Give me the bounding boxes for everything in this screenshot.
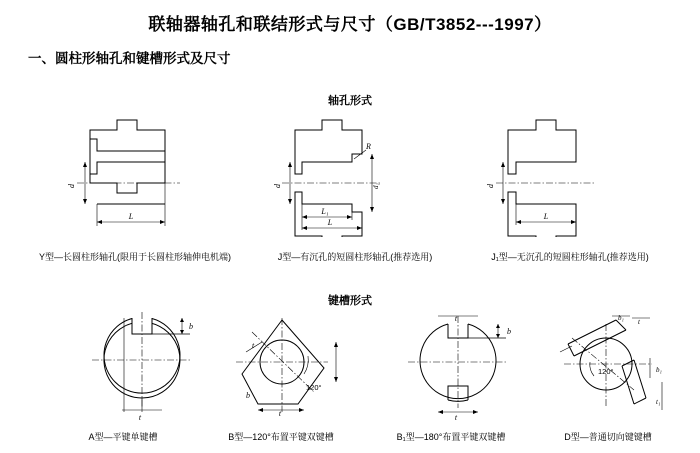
- dim-b-b: b: [246, 391, 250, 400]
- dim-d1-j: d₁: [372, 183, 380, 189]
- dim-t2-d: t₁: [656, 398, 661, 406]
- dim-R-j: R: [366, 142, 371, 151]
- dim-d-j1: d: [486, 184, 495, 188]
- dim-L-j: L: [327, 218, 333, 227]
- section-heading: 一、圆柱形轴孔和键槽形式及尺寸: [28, 51, 231, 66]
- dim-t1-b: t: [252, 341, 255, 350]
- figure-j-type: [262, 112, 447, 237]
- figure-b-type: [212, 312, 372, 422]
- caption-j-type: J型—有沉孔的短圆柱形轴孔(推荐选用): [277, 252, 433, 262]
- dim-t-b: t: [278, 409, 282, 418]
- dim-d-j: d: [273, 184, 282, 188]
- dim-b1-d: b₁: [618, 314, 624, 322]
- dim-L-y: L: [128, 212, 134, 221]
- dim-b-b1: b: [507, 327, 511, 336]
- caption-a-type: A型—平键单键槽: [88, 432, 158, 442]
- figure-a-type: [62, 312, 222, 422]
- figure-b1-type: [388, 312, 548, 422]
- dim-L-j1: L: [543, 212, 549, 221]
- group-label-bore: 轴孔形式: [328, 95, 372, 107]
- page-title: 联轴器轴孔和联结形式与尺寸（GB/T3852---1997）: [148, 15, 552, 34]
- dim-t1-d: t: [638, 318, 640, 326]
- group-label-keyway: 键槽形式: [328, 295, 372, 307]
- caption-b-type: B型—120°布置平键双键槽: [228, 432, 334, 442]
- dim-b-a: b: [189, 322, 193, 331]
- caption-j1-type: J₁型—无沉孔的短圆柱形轴孔(推荐选用): [491, 252, 649, 262]
- caption-d-type: D型—普通切向键键槽: [564, 432, 652, 442]
- figure-j1-type: [478, 112, 658, 237]
- angle-120-b: 120°: [306, 383, 322, 392]
- dim-b1b-d: b₁: [656, 366, 662, 374]
- caption-y-type: Y型—长圆柱形轴孔(限用于长圆柱形轴伸电机端): [39, 252, 231, 262]
- angle-120-d: 120°: [598, 367, 614, 376]
- dim-t-b1: t: [454, 413, 458, 422]
- dim-d-y: d: [67, 184, 76, 188]
- caption-b1-type: B₁型—180°布置平键双键槽: [396, 432, 506, 442]
- dim-L1-j: L₁: [321, 207, 329, 216]
- dim-t-a: t: [138, 413, 142, 422]
- dim-t-top-b1: t: [454, 314, 458, 323]
- figure-y-type: [55, 112, 235, 237]
- figure-d-type: [538, 312, 698, 422]
